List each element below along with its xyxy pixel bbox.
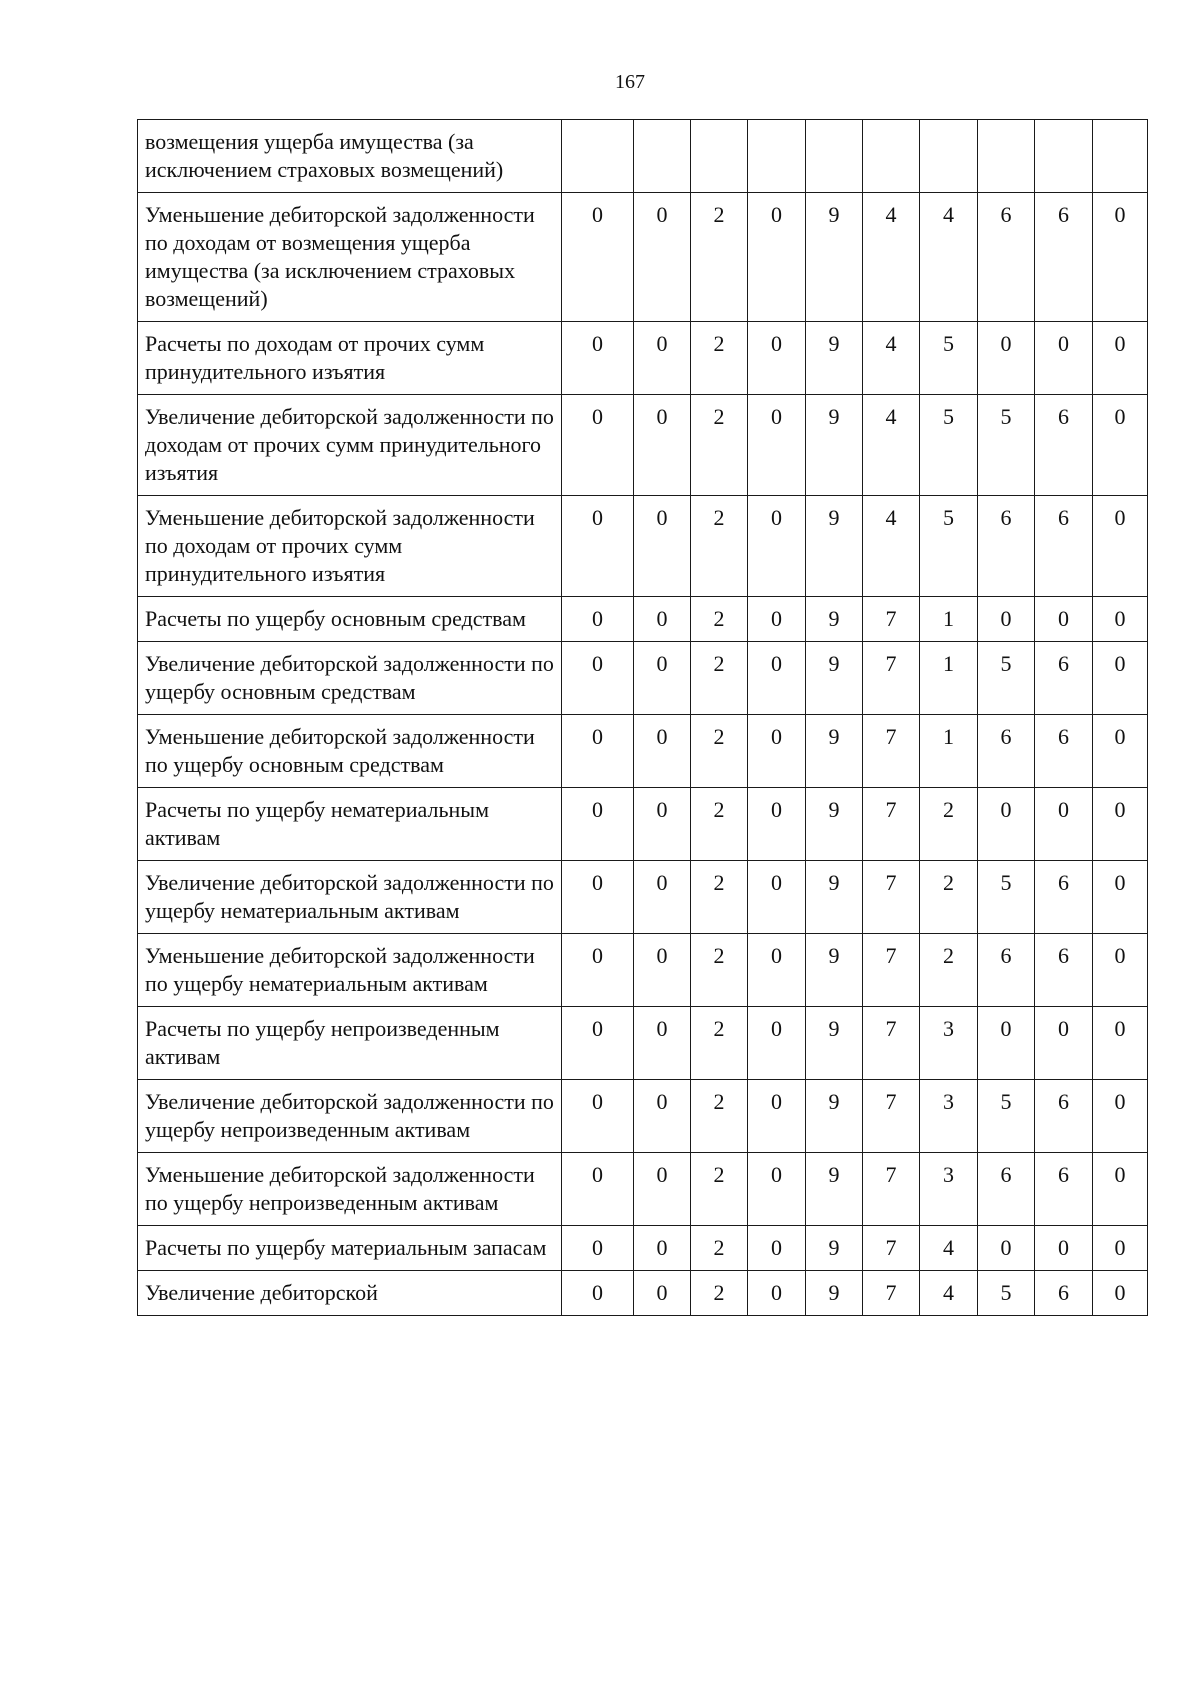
account-code-digit-cell: 6 — [1035, 1080, 1093, 1153]
account-code-digit-cell: 5 — [978, 642, 1035, 715]
account-code-digit-cell: 7 — [863, 788, 920, 861]
account-description-cell: Уменьшение дебиторской задолженности по доходам от возмещения ущерба имущества (за исключением страховых возмещений) — [138, 193, 562, 322]
account-code-digit-cell: 6 — [1035, 496, 1093, 597]
account-code-digit-cell: 0 — [978, 788, 1035, 861]
account-code-digit-cell: 9 — [806, 788, 863, 861]
account-code-digit-cell: 2 — [691, 1226, 748, 1271]
account-code-digit-cell: 0 — [1093, 861, 1148, 934]
account-description-cell: возмещения ущерба имущества (за исключением страховых возмещений) — [138, 120, 562, 193]
account-code-digit-cell: 6 — [1035, 1153, 1093, 1226]
table-row — [138, 934, 1148, 1007]
account-code-digit-cell: 6 — [1035, 193, 1093, 322]
account-code-digit-cell: 0 — [634, 1007, 691, 1080]
account-code-digit-cell: 0 — [748, 1226, 806, 1271]
account-code-digit-cell: 0 — [1093, 788, 1148, 861]
account-code-digit-cell: 4 — [920, 1226, 978, 1271]
account-code-digit-cell: 0 — [562, 934, 634, 1007]
account-description-cell: Расчеты по ущербу нематериальным активам — [138, 788, 562, 861]
account-code-digit-cell: 3 — [920, 1080, 978, 1153]
account-code-digit-cell: 0 — [748, 597, 806, 642]
account-description-cell: Уменьшение дебиторской задолженности по доходам от прочих сумм принудительного изъятия — [138, 496, 562, 597]
account-code-digit-cell: 7 — [863, 1271, 920, 1316]
account-code-digit-cell: 0 — [562, 715, 634, 788]
table-row — [138, 861, 1148, 934]
account-code-digit-cell: 0 — [978, 1226, 1035, 1271]
account-code-digit-cell: 6 — [1035, 861, 1093, 934]
account-code-digit-cell: 7 — [863, 1226, 920, 1271]
account-code-digit-cell: 9 — [806, 193, 863, 322]
table-row — [138, 1007, 1148, 1080]
account-code-digit-cell: 5 — [978, 1080, 1035, 1153]
account-code-digit-cell: 6 — [1035, 642, 1093, 715]
account-code-digit-cell: 4 — [863, 496, 920, 597]
account-code-digit-cell: 0 — [978, 597, 1035, 642]
account-code-digit-cell — [562, 120, 634, 193]
account-code-digit-cell: 6 — [1035, 934, 1093, 1007]
account-code-digit-cell: 5 — [920, 496, 978, 597]
table-row — [138, 642, 1148, 715]
account-description-cell: Расчеты по ущербу основным средствам — [138, 597, 562, 642]
account-code-digit-cell: 2 — [920, 788, 978, 861]
account-code-digit-cell: 9 — [806, 496, 863, 597]
account-code-digit-cell: 0 — [562, 1271, 634, 1316]
account-code-digit-cell: 2 — [691, 322, 748, 395]
account-code-digit-cell: 2 — [691, 1153, 748, 1226]
account-code-digit-cell: 0 — [634, 322, 691, 395]
account-code-digit-cell: 0 — [1093, 1153, 1148, 1226]
account-code-digit-cell: 9 — [806, 322, 863, 395]
account-code-digit-cell: 9 — [806, 715, 863, 788]
account-code-digit-cell: 0 — [562, 496, 634, 597]
account-code-digit-cell: 7 — [863, 1080, 920, 1153]
account-code-digit-cell: 0 — [562, 1007, 634, 1080]
account-code-digit-cell: 4 — [863, 322, 920, 395]
account-code-digit-cell — [863, 120, 920, 193]
account-description-cell: Расчеты по ущербу материальным запасам — [138, 1226, 562, 1271]
account-code-digit-cell: 2 — [691, 861, 748, 934]
account-code-digit-cell: 0 — [634, 1153, 691, 1226]
account-code-digit-cell: 0 — [1093, 496, 1148, 597]
account-code-digit-cell: 0 — [1093, 1226, 1148, 1271]
account-code-digit-cell: 0 — [562, 861, 634, 934]
account-code-digit-cell: 4 — [863, 395, 920, 496]
account-code-digit-cell: 2 — [691, 1007, 748, 1080]
account-code-digit-cell: 7 — [863, 642, 920, 715]
account-code-digit-cell — [1035, 120, 1093, 193]
account-code-digit-cell: 0 — [1093, 1007, 1148, 1080]
account-code-digit-cell — [1093, 120, 1148, 193]
account-code-digit-cell: 0 — [1093, 322, 1148, 395]
account-code-digit-cell: 9 — [806, 1080, 863, 1153]
account-code-digit-cell: 0 — [748, 1153, 806, 1226]
account-code-digit-cell — [634, 120, 691, 193]
account-code-digit-cell: 0 — [748, 1007, 806, 1080]
account-description-cell: Увеличение дебиторской задолженности по ущербу нематериальным активам — [138, 861, 562, 934]
account-code-digit-cell — [920, 120, 978, 193]
account-code-digit-cell: 0 — [634, 193, 691, 322]
account-code-digit-cell: 0 — [634, 934, 691, 1007]
table-row — [138, 1226, 1148, 1271]
account-code-digit-cell: 2 — [691, 934, 748, 1007]
table-row — [138, 1080, 1148, 1153]
account-code-digit-cell: 2 — [691, 597, 748, 642]
account-code-digit-cell: 0 — [748, 642, 806, 715]
account-code-digit-cell: 7 — [863, 861, 920, 934]
account-code-digit-cell: 9 — [806, 1226, 863, 1271]
account-code-digit-cell: 0 — [748, 715, 806, 788]
account-code-digit-cell: 0 — [1035, 597, 1093, 642]
account-code-digit-cell: 5 — [978, 395, 1035, 496]
account-code-digit-cell: 0 — [562, 788, 634, 861]
account-code-digit-cell: 2 — [691, 1080, 748, 1153]
account-code-digit-cell: 0 — [978, 322, 1035, 395]
account-code-digit-cell: 0 — [562, 193, 634, 322]
account-code-digit-cell: 9 — [806, 1271, 863, 1316]
account-code-digit-cell: 5 — [920, 322, 978, 395]
account-code-digit-cell: 7 — [863, 1007, 920, 1080]
account-code-digit-cell: 0 — [1093, 642, 1148, 715]
account-description-cell: Уменьшение дебиторской задолженности по ущербу непроизведенным активам — [138, 1153, 562, 1226]
account-code-digit-cell: 0 — [634, 395, 691, 496]
account-code-digit-cell: 0 — [634, 597, 691, 642]
account-code-digit-cell: 3 — [920, 1153, 978, 1226]
table-row — [138, 322, 1148, 395]
account-code-digit-cell: 2 — [691, 1271, 748, 1316]
account-codes-table — [137, 119, 1148, 1316]
account-code-digit-cell: 0 — [748, 934, 806, 1007]
account-code-digit-cell: 7 — [863, 934, 920, 1007]
table-row — [138, 788, 1148, 861]
account-description-cell: Увеличение дебиторской задолженности по ущербу основным средствам — [138, 642, 562, 715]
account-code-digit-cell: 2 — [691, 496, 748, 597]
account-code-digit-cell: 6 — [978, 496, 1035, 597]
account-code-digit-cell: 9 — [806, 934, 863, 1007]
account-description-cell: Увеличение дебиторской задолженности по доходам от прочих сумм принудительного изъятия — [138, 395, 562, 496]
account-code-digit-cell: 1 — [920, 642, 978, 715]
account-code-digit-cell: 0 — [978, 1007, 1035, 1080]
table-row — [138, 496, 1148, 597]
account-code-digit-cell: 0 — [1035, 1226, 1093, 1271]
account-code-digit-cell: 2 — [691, 788, 748, 861]
account-code-digit-cell: 0 — [748, 193, 806, 322]
account-code-digit-cell: 9 — [806, 861, 863, 934]
account-code-digit-cell: 0 — [748, 322, 806, 395]
account-code-digit-cell: 1 — [920, 597, 978, 642]
account-code-digit-cell: 9 — [806, 642, 863, 715]
account-code-digit-cell: 0 — [634, 496, 691, 597]
account-code-digit-cell: 5 — [920, 395, 978, 496]
account-code-digit-cell: 2 — [691, 193, 748, 322]
account-description-cell: Уменьшение дебиторской задолженности по ущербу нематериальным активам — [138, 934, 562, 1007]
account-code-digit-cell: 0 — [1093, 1271, 1148, 1316]
account-code-digit-cell: 0 — [634, 1271, 691, 1316]
account-code-digit-cell: 0 — [634, 715, 691, 788]
account-code-digit-cell: 0 — [562, 1080, 634, 1153]
account-code-digit-cell: 5 — [978, 1271, 1035, 1316]
account-code-digit-cell: 0 — [1093, 934, 1148, 1007]
account-code-digit-cell: 7 — [863, 1153, 920, 1226]
account-code-digit-cell: 0 — [634, 1080, 691, 1153]
account-code-digit-cell: 1 — [920, 715, 978, 788]
account-code-digit-cell: 0 — [1093, 1080, 1148, 1153]
account-code-digit-cell: 6 — [978, 715, 1035, 788]
account-code-digit-cell: 0 — [748, 788, 806, 861]
table-row — [138, 1271, 1148, 1316]
account-code-digit-cell: 0 — [1035, 322, 1093, 395]
account-description-cell: Увеличение дебиторской задолженности по ущербу непроизведенным активам — [138, 1080, 562, 1153]
account-code-digit-cell: 5 — [978, 861, 1035, 934]
account-code-digit-cell: 3 — [920, 1007, 978, 1080]
account-description-cell: Уменьшение дебиторской задолженности по ущербу основным средствам — [138, 715, 562, 788]
account-code-digit-cell — [978, 120, 1035, 193]
account-code-digit-cell: 0 — [748, 496, 806, 597]
account-code-digit-cell — [748, 120, 806, 193]
account-code-digit-cell: 0 — [748, 1080, 806, 1153]
account-code-digit-cell: 2 — [691, 642, 748, 715]
table-row — [138, 597, 1148, 642]
account-code-digit-cell: 0 — [748, 861, 806, 934]
account-code-digit-cell — [691, 120, 748, 193]
table-row — [138, 120, 1148, 193]
account-code-digit-cell: 0 — [748, 1271, 806, 1316]
account-code-digit-cell: 9 — [806, 1007, 863, 1080]
account-code-digit-cell: 0 — [562, 642, 634, 715]
account-code-digit-cell: 2 — [920, 861, 978, 934]
account-description-cell: Расчеты по доходам от прочих сумм принудительного изъятия — [138, 322, 562, 395]
account-code-digit-cell: 0 — [562, 597, 634, 642]
account-code-digit-cell: 9 — [806, 1153, 863, 1226]
account-code-digit-cell: 0 — [1093, 715, 1148, 788]
table-row — [138, 395, 1148, 496]
account-code-digit-cell: 7 — [863, 597, 920, 642]
account-code-digit-cell: 7 — [863, 715, 920, 788]
account-code-digit-cell: 0 — [634, 861, 691, 934]
account-code-digit-cell: 6 — [1035, 1271, 1093, 1316]
account-code-digit-cell: 0 — [1093, 395, 1148, 496]
account-code-digit-cell: 4 — [920, 193, 978, 322]
account-code-digit-cell: 0 — [562, 322, 634, 395]
account-code-digit-cell — [806, 120, 863, 193]
account-code-digit-cell: 2 — [920, 934, 978, 1007]
account-code-digit-cell: 0 — [634, 788, 691, 861]
table-row — [138, 715, 1148, 788]
page-number: 167 — [615, 71, 645, 93]
account-code-digit-cell: 2 — [691, 715, 748, 788]
account-code-digit-cell: 0 — [1093, 193, 1148, 322]
account-code-digit-cell: 0 — [748, 395, 806, 496]
account-code-digit-cell: 9 — [806, 597, 863, 642]
account-description-cell: Расчеты по ущербу непроизведенным активам — [138, 1007, 562, 1080]
account-code-digit-cell: 2 — [691, 395, 748, 496]
account-code-digit-cell: 0 — [562, 1153, 634, 1226]
table-body — [138, 120, 1148, 1316]
table-row — [138, 1153, 1148, 1226]
account-description-cell: Увеличение дебиторской — [138, 1271, 562, 1316]
account-code-digit-cell: 0 — [1035, 1007, 1093, 1080]
table-row — [138, 193, 1148, 322]
account-code-digit-cell: 0 — [1093, 597, 1148, 642]
account-code-digit-cell: 6 — [978, 193, 1035, 322]
account-code-digit-cell: 6 — [1035, 715, 1093, 788]
account-code-digit-cell: 0 — [634, 1226, 691, 1271]
account-code-digit-cell: 6 — [978, 1153, 1035, 1226]
account-code-digit-cell: 0 — [1035, 788, 1093, 861]
account-code-digit-cell: 0 — [562, 1226, 634, 1271]
account-code-digit-cell: 0 — [562, 395, 634, 496]
account-code-digit-cell: 6 — [978, 934, 1035, 1007]
account-code-digit-cell: 4 — [863, 193, 920, 322]
account-code-digit-cell: 4 — [920, 1271, 978, 1316]
account-code-digit-cell: 0 — [634, 642, 691, 715]
account-code-digit-cell: 6 — [1035, 395, 1093, 496]
account-code-digit-cell: 9 — [806, 395, 863, 496]
